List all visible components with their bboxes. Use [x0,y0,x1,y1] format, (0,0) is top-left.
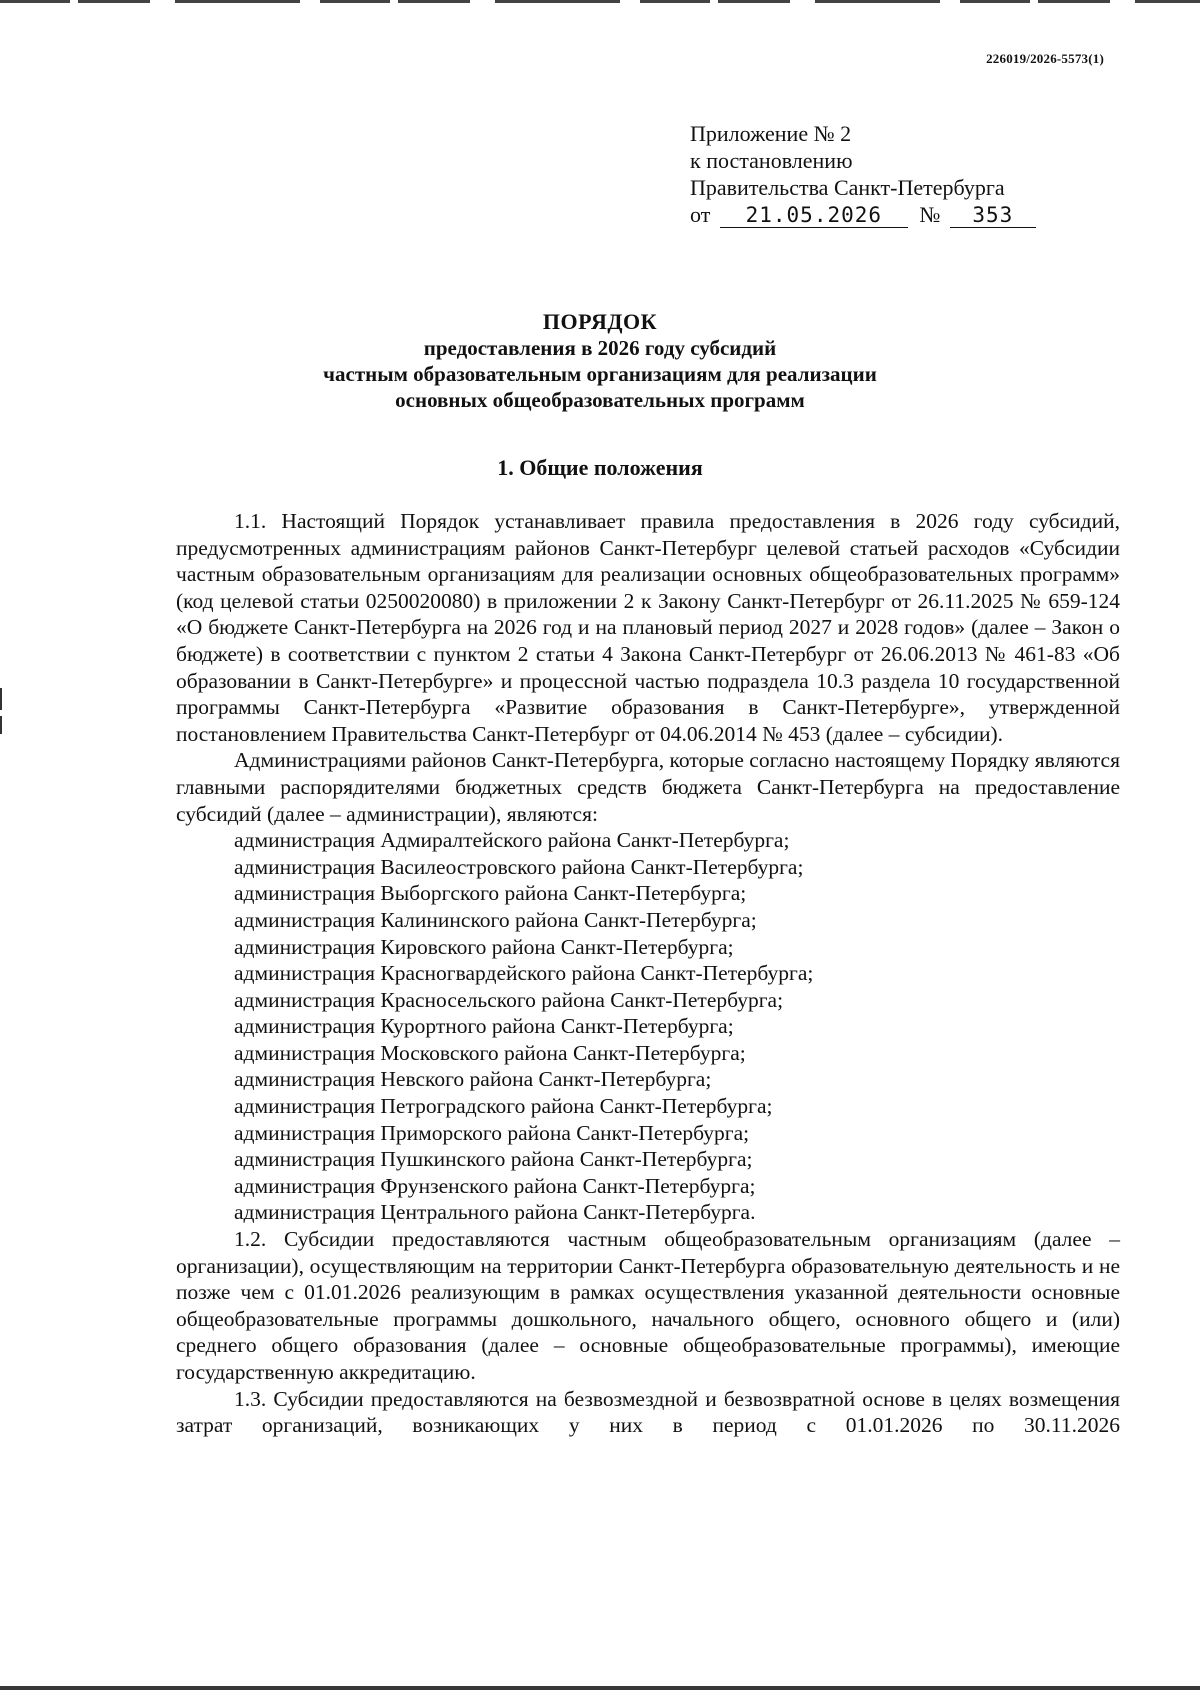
date-prefix: от [690,202,711,227]
document-id: 226019/2026-5573(1) [986,51,1104,66]
district-list [176,827,1120,1226]
list-item: администрация Пушкинского района Санкт-Петербурга; [234,1147,753,1172]
paragraph-administrations: Администрациями районов Санкт-Петербурга, которые согласно настоящему Порядку являются главными распорядителями бюджетных средств бюджета Санкт-Петербурга на предоставление субсидий (далее – администрации), являются: [176,748,1120,826]
list-item: администрация Фрунзенского района Санкт-Петербурга; [234,1173,756,1198]
list-item: администрация Кировского района Санкт-Петербурга; [234,934,734,959]
decree-number: 353 [950,203,1036,228]
document-title [0,309,1200,413]
section-heading: 1. Общие положения [497,455,703,480]
list-item: администрация Центрального района Санкт-Петербурга. [234,1200,756,1225]
appendix-line: Правительства Санкт-Петербурга [690,175,1005,200]
list-item: администрация Адмиралтейского района Санкт-Петербурга; [234,828,790,853]
decree-date: 21.05.2026 [720,203,908,228]
paragraph-1-3: 1.3. Субсидии предоставляются на безвозмездной и безвозвратной основе в целях возмещения затрат организаций, возникающих у них в период с 01.01.2026 по 30.11.2026 [176,1386,1120,1438]
scan-edge-bottom [0,1686,1200,1690]
number-prefix: № [919,202,941,227]
list-item: администрация Выборгского района Санкт-Петербурга; [234,881,747,906]
list-item: администрация Красносельского района Санкт-Петербурга; [234,987,784,1012]
appendix-line: Приложение № 2 [690,121,852,146]
appendix-date-line [690,201,1036,228]
scan-edge-mark [0,716,2,734]
list-item: администрация Приморского района Санкт-Петербурга; [234,1120,750,1145]
title-main: ПОРЯДОК [542,309,658,334]
list-item: администрация Курортного района Санкт-Петербурга; [234,1014,734,1039]
appendix-line: к постановлению [690,148,853,173]
list-item: администрация Красногвардейского района Санкт-Петербурга; [234,961,814,986]
scan-edge-top [0,0,1200,3]
document-body [176,508,1120,1439]
list-item: администрация Невского района Санкт-Петербурга; [234,1067,712,1092]
list-item: администрация Василеостровского района Санкт-Петербурга; [234,854,804,879]
list-item: администрация Московского района Санкт-Петербурга; [234,1040,746,1065]
paragraph-1-1: 1.1. Настоящий Порядок устанавливает правила предоставления в 2026 году субсидий, предусмотренных администрациям районов Санкт-Петербург целевой статьей расходов «Субсидии частным образовательным организациям для реализации основных общеобразовательных программ» (код целевой статьи 0250020080) в приложении 2 к Закону Санкт-Петербург от 26.11.2025 № 659-124 «О бюджете Санкт-Петербурга на 2026 год и на плановый период 2027 и 2028 годов» (далее – Закон о бюджете) в соответствии с пунктом 2 статьи 4 Закона Санкт-Петербург от 26.06.2013 № 461-83 «Об образовании в Санкт-Петербурге» и процессной частью подраздела 10.3 раздела 10 государственной программы Санкт-Петербурга «Развитие образования в Санкт-Петербурге», утвержденной постановлением Правительства Санкт-Петербург от 04.06.2014 № 453 (далее – субсидии). [176,509,1120,746]
title-line: предоставления в 2026 году субсидий [423,336,777,360]
list-item: администрация Петроградского района Санкт-Петербурга; [234,1094,773,1119]
title-line: основных общеобразовательных программ [395,388,805,412]
paragraph-1-2: 1.2. Субсидии предоставляются частным общеобразовательным организациям (далее – организации), осуществляющим на территории Санкт-Петербурга образовательную деятельность и не позже чем с 01.01.2026 реализующим в рамках осуществления указанной деятельности основные общеобразовательные программы дошкольного, начального общего, основного общего и (или) среднего общего образования (далее – основные общеобразовательные программы), имеющие государственную аккредитацию. [176,1227,1120,1384]
scan-edge-mark [0,688,2,710]
appendix-block [690,120,1036,228]
list-item: администрация Калининского района Санкт-Петербурга; [234,907,757,932]
title-line: частным образовательным организациям для реализации [323,362,877,386]
